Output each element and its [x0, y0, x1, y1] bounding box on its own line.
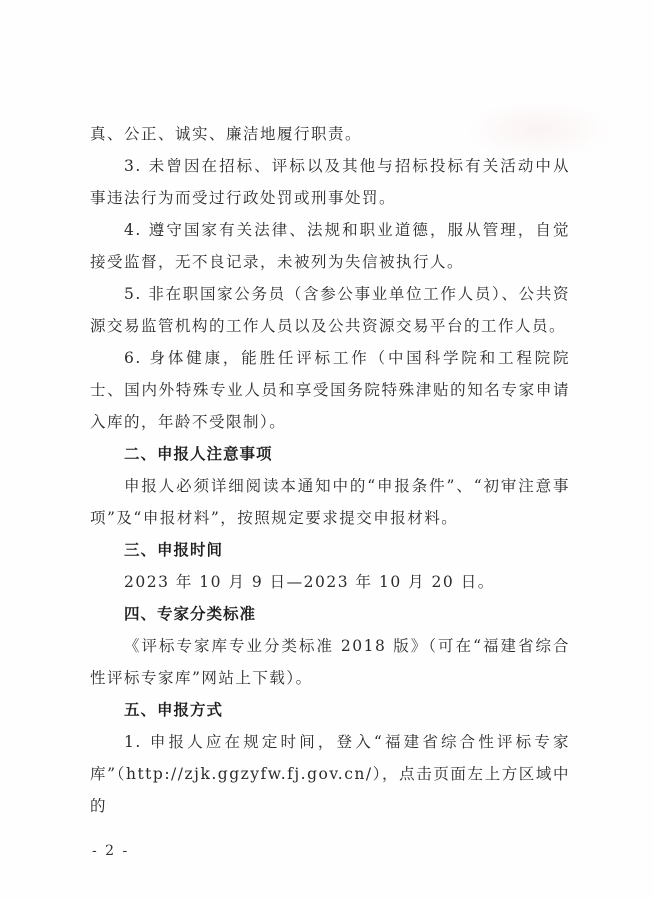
section-heading-4: 四、专家分类标准 — [124, 605, 257, 623]
paragraph-method-1: 1. 申报人应在规定时间，登入“福建省综合性评标专家库”（http://zjk.ggzyfw.fj.gov.cn/），点击页面左上方区域中的 — [90, 733, 570, 815]
paragraph-item-4: 4. 遵守国家有关法律、法规和职业道德，服从管理，自觉接受监督，无不良记录，未被列为失信被执行人。 — [90, 221, 570, 271]
paragraph-item-6: 6. 身体健康，能胜任评标工作（中国科学院和工程院院士、国内外特殊专业人员和享受国务院特殊津贴的知名专家申请入库的，年龄不受限制）。 — [90, 349, 570, 431]
section-heading-5: 五、申报方式 — [124, 701, 224, 719]
paragraph-item-3: 3. 未曾因在招标、评标以及其他与招标投标有关活动中从事违法行为而受过行政处罚或刑事处罚。 — [90, 157, 570, 207]
section-heading-3: 三、申报时间 — [124, 541, 224, 559]
document-body — [90, 118, 570, 822]
paragraph-item-5: 5. 非在职国家公务员（含参公事业单位工作人员）、公共资源交易监管机构的工作人员以及公共资源交易平台的工作人员。 — [90, 285, 570, 335]
paragraph-standard: 《评标专家库专业分类标准 2018 版》（可在“福建省综合性评标专家库”网站上下载）。 — [90, 637, 570, 687]
section-heading-2: 二、申报人注意事项 — [124, 445, 273, 463]
paragraph-dates: 2023 年 10 月 9 日—2023 年 10 月 20 日。 — [124, 573, 495, 591]
paragraph-continuation: 真、公正、诚实、廉洁地履行职责。 — [90, 125, 363, 143]
paragraph-notice: 申报人必须详细阅读本通知中的“申报条件”、“初审注意事项”及“申报材料”，按照规定要求提交申报材料。 — [90, 477, 570, 527]
page-number: - 2 - — [92, 843, 130, 859]
